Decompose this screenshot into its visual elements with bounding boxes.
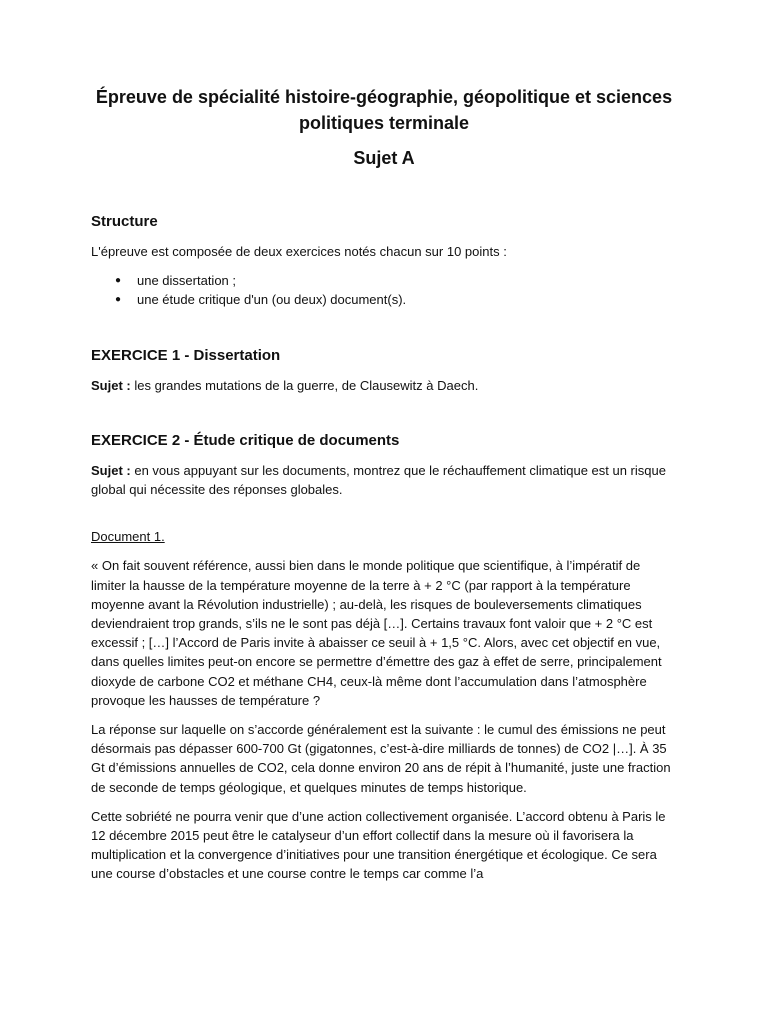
exercise2-subject	[91, 461, 677, 499]
bullet-icon: ●	[115, 275, 122, 287]
document1-paragraph: Cette sobriété ne pourra venir que d’une action collectivement organisée. L’accord obtenu à Paris le 12 décembre 2015 peut être le catalyseur d’un effort collectif dans la mesure où il favorisera la multiplication et la convergence d’initiatives pour une transition énergétique et écologique. Ce sera une course d’obstacles et une course contre le temps car comme l’a	[91, 808, 666, 882]
document1-paragraph: « On fait souvent référence, aussi bien dans le monde politique que scientifique, à l’impératif de limiter la hausse de la température moyenne de la terre à + 2 °C (par rapport à la température moyenne avant la Révolution industrielle) ; au-delà, les risques de bouleversements climatiques deviendraient trop grands, s’ils ne le sont pas déjà […]. Certains travaux font valoir que + 2 °C est excessif ; […] l’Accord de Paris invite à abaisser ce seuil à + 1,5 °C. Alors, avec cet objectif en vue, dans quelles limites peut-on encore se permettre d’émettre des gaz à effet de serre, principalement dioxyde de carbone CO2 et méthane CH4, ceux-là même dont l’accumulation dans l’atmosphère provoque les hausses de température ?	[91, 558, 662, 708]
list-item: ● une dissertation ;	[91, 271, 677, 290]
bullet-icon: ●	[115, 294, 122, 306]
exercise1-subject	[91, 376, 677, 395]
structure-list	[91, 271, 677, 309]
structure-intro: L'épreuve est composée de deux exercices notés chacun sur 10 points :	[91, 244, 507, 259]
page-subtitle: Sujet A	[353, 148, 415, 168]
subject-label: Sujet :	[91, 462, 131, 478]
subject-text: les grandes mutations de la guerre, de Clausewitz à Daech.	[130, 377, 479, 393]
structure-heading: Structure	[91, 213, 158, 230]
exercise2-heading: EXERCICE 2 - Étude critique de documents	[91, 431, 400, 449]
subject-label: Sujet :	[91, 377, 131, 393]
exercise1-heading: EXERCICE 1 - Dissertation	[91, 346, 281, 364]
document1-paragraph: La réponse sur laquelle on s’accorde généralement est la suivante : le cumul des émissions ne peut désormais pas dépasser 600-700 Gt (gigatonnes, c’est-à-dire milliards de tonnes) de CO2 |…]. À 35 Gt d’émissions annuelles de CO2, cela donne environ 20 ans de répit à l’humanité, juste une fraction de seconde de temps géologique, et quelques minutes de temps historique.	[91, 722, 671, 795]
list-item: ● une étude critique d'un (ou deux) document(s).	[91, 290, 677, 309]
page-title: Épreuve de spécialité histoire-géographie, géopolitique et sciences politiques terminale	[95, 87, 673, 133]
document1-title: Document 1.	[91, 529, 165, 545]
subject-text: en vous appuyant sur les documents, montrez que le réchauffement climatique est un risque global qui nécessite des réponses globales.	[91, 462, 666, 498]
